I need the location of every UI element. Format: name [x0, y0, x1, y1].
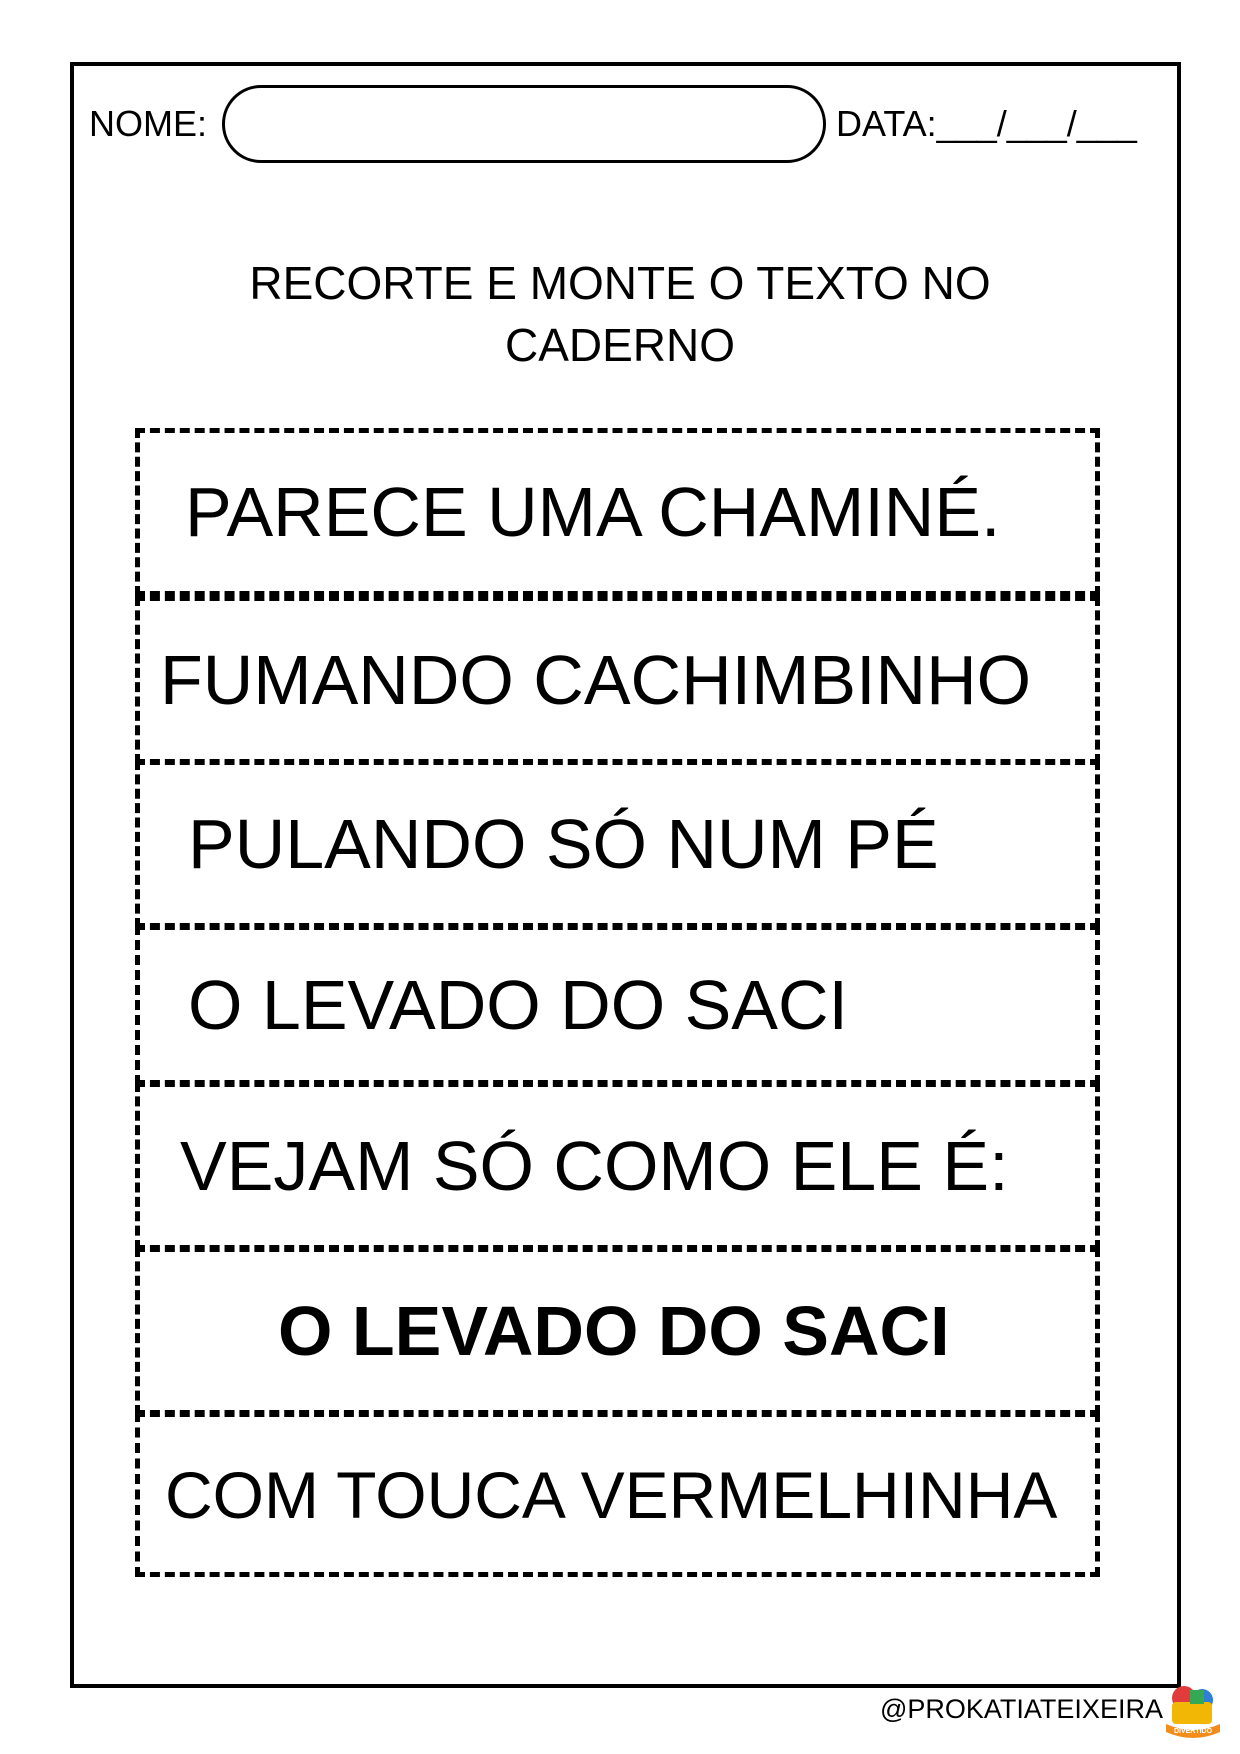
cut-strip-6 — [135, 1247, 1100, 1415]
instructions-line-2: CADERNO — [504, 319, 736, 371]
cut-strip-3 — [135, 760, 1100, 928]
strip-text: PARECE UMA CHAMINÉ. — [185, 473, 1001, 551]
author-credit: @PROKATIATEIXEIRA — [880, 1694, 1163, 1724]
cut-strip-7 — [135, 1412, 1100, 1577]
instructions — [140, 252, 1100, 376]
instructions-line-1: RECORTE E MONTE O TEXTO NO — [249, 257, 991, 309]
strip-text: FUMANDO CACHIMBINHO — [160, 641, 1032, 719]
strip-text: PULANDO SÓ NUM PÉ — [188, 805, 939, 883]
divertido-logo — [1160, 1676, 1226, 1746]
cut-strip-2 — [135, 596, 1100, 764]
date-label: DATA:___/___/___ — [836, 103, 1137, 144]
strip-text: VEJAM SÓ COMO ELE É: — [180, 1127, 1009, 1205]
cut-strip-1 — [135, 428, 1100, 596]
name-field[interactable] — [222, 85, 826, 163]
cut-strip-4 — [135, 925, 1100, 1085]
cut-strip-5 — [135, 1082, 1100, 1250]
name-label: NOME: — [89, 103, 208, 144]
logo-text: DIVERTIDO — [1173, 1728, 1213, 1735]
strip-text: O LEVADO DO SACI — [188, 966, 848, 1044]
strip-text: O LEVADO DO SACI — [278, 1292, 950, 1370]
strip-text: COM TOUCA VERMELHINHA — [165, 1457, 1058, 1532]
